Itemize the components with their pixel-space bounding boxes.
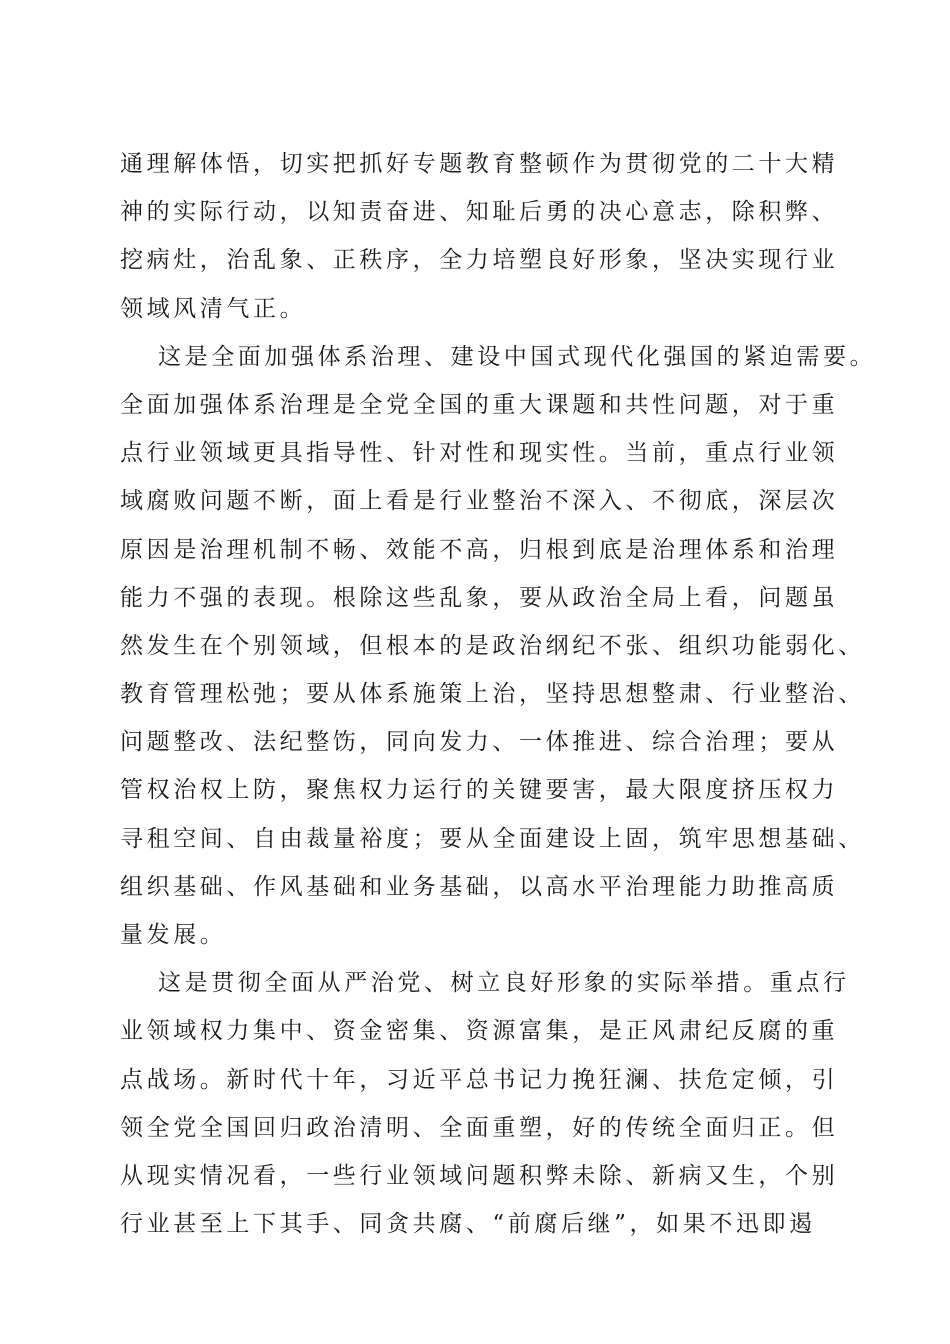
text-line: 业领域权力集中、资金密集、资源富集，是正风肃纪反腐的重	[120, 1018, 839, 1045]
text-line: 点战场。新时代十年，习近平总书记力挽狂澜、扶危定倾，引	[120, 1066, 839, 1093]
text-line: 从现实情况看，一些行业领域问题积弊未除、新病又生，个别	[120, 1162, 839, 1189]
text-line: 然发生在个别领域，但根本的是政治纲纪不张、组织功能弱化、	[120, 632, 865, 659]
body-text	[120, 140, 877, 1248]
text-line: 量发展。	[120, 922, 227, 948]
text-line: 神的实际行动，以知责奋进、知耻后勇的决心意志，除积弊、	[120, 199, 839, 226]
text-line: 全面加强体系治理是全党全国的重大课题和共性问题，对于重	[120, 391, 839, 418]
text-line: 能力不强的表现。根除这些乱象，要从政治全局上看，问题虽	[120, 584, 839, 611]
text-line: 领域风清气正。	[120, 295, 307, 322]
text-line: 教育管理松弛；要从体系施策上治，坚持思想整肃、行业整治、	[120, 681, 865, 708]
text-line: 组织基础、作风基础和业务基础，以高水平治理能力助推高质	[120, 873, 839, 900]
text-line: 原因是治理机制不畅、效能不高，归根到底是治理体系和治理	[120, 536, 839, 563]
paragraph-first-line: 这是全面加强体系治理、建设中国式现代化强国的紧迫需要。	[158, 343, 877, 370]
text-line: 点行业领域更具指导性、针对性和现实性。当前，重点行业领	[120, 440, 839, 467]
text-line: 管权治权上防，聚焦权力运行的关键要害，最大限度挤压权力	[120, 777, 839, 804]
text-line: 通理解体悟，切实把抓好专题教育整顿作为贯彻党的二十大精	[120, 151, 839, 177]
paragraph-first-line: 这是贯彻全面从严治党、树立良好形象的实际举措。重点行	[158, 970, 850, 997]
text-line: 行业甚至上下其手、同贪共腐、“前腐后继”，如果不迅即遏	[120, 1211, 816, 1238]
text-line: 挖病灶，治乱象、正秩序，全力培塑良好形象，坚决实现行业	[120, 247, 839, 274]
text-line: 问题整改、法纪整饬，同向发力、一体推进、综合治理；要从	[120, 729, 839, 756]
text-line: 寻租空间、自由裁量裕度；要从全面建设上固，筑牢思想基础、	[120, 825, 865, 852]
text-line: 域腐败问题不断，面上看是行业整治不深入、不彻底，深层次	[120, 488, 839, 515]
text-line: 领全党全国回归政治清明、全面重塑，好的传统全面归正。但	[120, 1114, 839, 1141]
